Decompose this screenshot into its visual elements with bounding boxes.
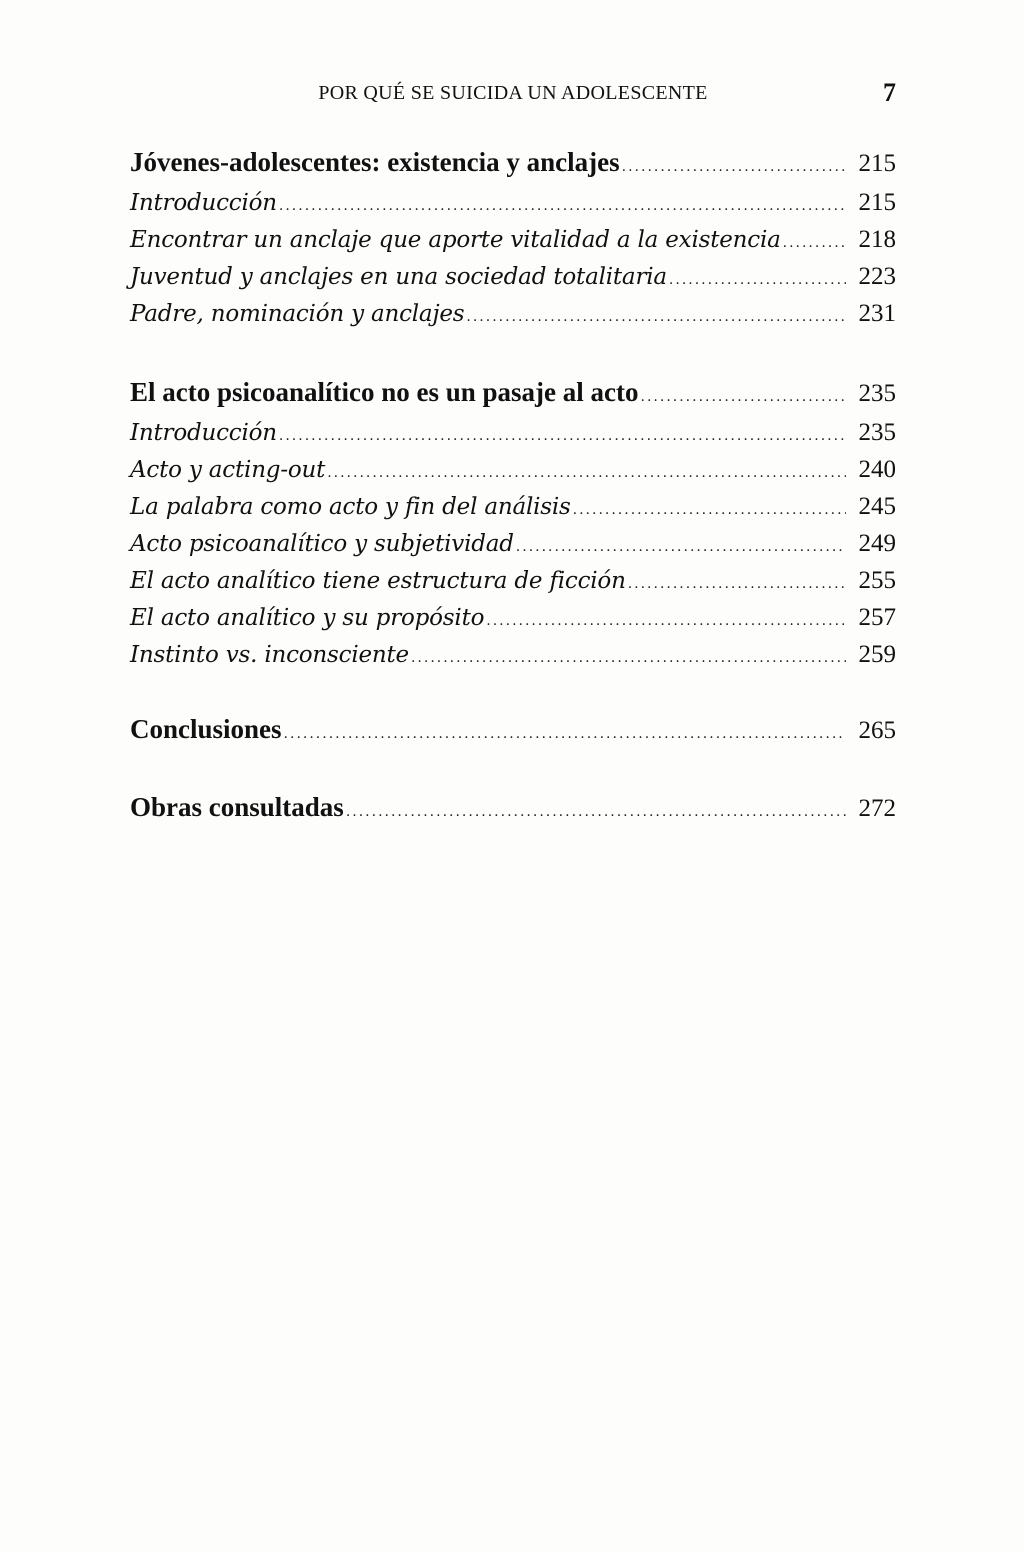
toc-subentry-title: Introducción [130, 420, 277, 446]
toc-subentry [130, 221, 896, 258]
toc-subentry [130, 295, 896, 332]
toc-page-number: 255 [858, 567, 896, 594]
dot-leader [783, 225, 846, 262]
toc-chapter-entry [130, 785, 896, 829]
dot-leader [516, 529, 846, 566]
toc-page-number: 272 [858, 795, 896, 822]
dot-leader [573, 492, 846, 529]
toc-page-number: 218 [858, 226, 896, 253]
toc-page-number: 235 [858, 380, 896, 407]
toc-subentry [130, 184, 896, 221]
toc-subentry [130, 636, 896, 673]
toc-subentry-title: Juventud y anclajes en una sociedad totalitaria [130, 264, 667, 290]
toc-subentry-title: Padre, nominación y anclajes [130, 301, 465, 327]
toc-subentry-title: Introducción [130, 190, 277, 216]
toc-subentry-title: Acto psicoanalítico y subjetividad [130, 531, 514, 557]
toc-subentry [130, 562, 896, 599]
toc-chapter-entry [130, 707, 896, 751]
toc-subentry-title: Encontrar un anclaje que aporte vitalidad a la existencia [130, 227, 781, 253]
dot-leader [466, 299, 846, 336]
toc-chapter-title: El acto psicoanalítico no es un pasaje al acto [130, 377, 639, 407]
running-header [130, 78, 896, 112]
toc-subentry-title: El acto analítico tiene estructura de ficción [130, 568, 626, 594]
dot-leader [641, 375, 846, 419]
toc-subentry [130, 258, 896, 295]
toc-subentry [130, 451, 896, 488]
toc-page-number: 215 [858, 189, 896, 216]
toc-subentry-title: El acto analítico y su propósito [130, 605, 485, 631]
toc-chapter-title: Conclusiones [130, 714, 282, 744]
toc-section [130, 140, 896, 332]
page-number: 7 [883, 78, 896, 107]
dot-leader [622, 145, 846, 189]
toc-page-number: 249 [858, 530, 896, 557]
toc-subentry [130, 525, 896, 562]
dot-leader [411, 640, 846, 677]
toc-subentry [130, 599, 896, 636]
toc-page-number: 265 [858, 717, 896, 744]
dot-leader [669, 262, 846, 299]
toc-page-number: 257 [858, 604, 896, 631]
toc-page-number: 259 [858, 641, 896, 668]
toc-subentry-title: Acto y acting-out [130, 457, 326, 483]
dot-leader [346, 790, 846, 834]
toc-chapter-title: Obras consultadas [130, 792, 344, 822]
toc-subentry-title: La palabra como acto y fin del análisis [130, 494, 571, 520]
table-of-contents [130, 140, 896, 867]
toc-page-number: 240 [858, 456, 896, 483]
dot-leader [284, 712, 846, 756]
dot-leader [279, 418, 846, 455]
toc-section [130, 785, 896, 829]
running-header-title: POR QUÉ SE SUICIDA UN ADOLESCENTE [318, 82, 708, 104]
toc-subentry [130, 414, 896, 451]
toc-chapter-entry [130, 140, 896, 184]
toc-page-number: 215 [858, 150, 896, 177]
toc-page-number: 223 [858, 263, 896, 290]
dot-leader [279, 188, 846, 225]
toc-chapter-title: Jóvenes-adolescentes: existencia y anclajes [130, 147, 620, 177]
toc-section [130, 707, 896, 751]
dot-leader [327, 455, 846, 492]
dot-leader [628, 566, 846, 603]
toc-page-number: 231 [858, 300, 896, 327]
toc-section [130, 370, 896, 673]
toc-chapter-entry [130, 370, 896, 414]
toc-page-number: 235 [858, 419, 896, 446]
toc-subentry [130, 488, 896, 525]
toc-page-number: 245 [858, 493, 896, 520]
dot-leader [486, 603, 846, 640]
toc-subentry-title: Instinto vs. inconsciente [130, 642, 409, 668]
